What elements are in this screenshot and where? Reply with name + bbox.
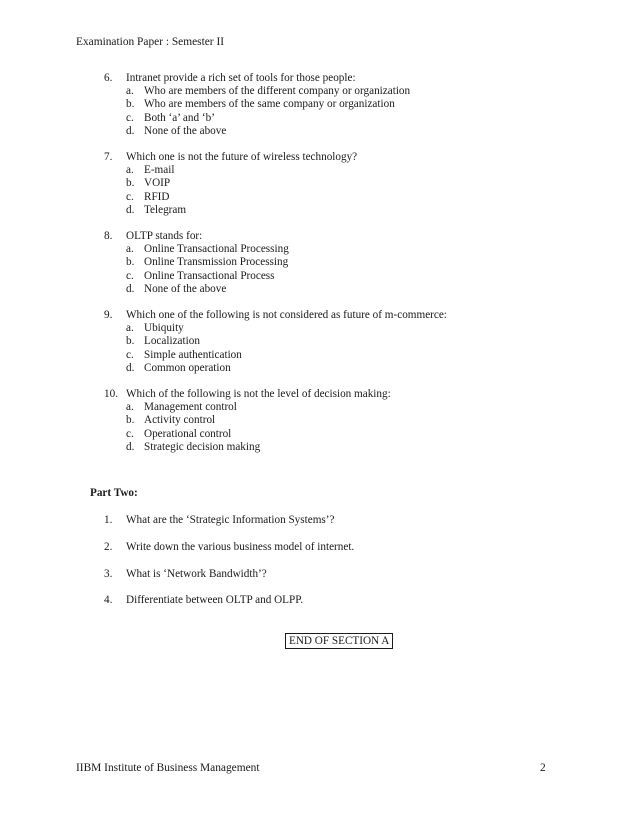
part-two-item: 1. What are the ‘Strategic Information Systems’? <box>104 514 335 526</box>
question-text: Which of the following is not the level of decision making: <box>126 388 391 401</box>
footer-institute: IIBM Institute of Business Management <box>76 762 260 774</box>
part-two-heading: Part Two: <box>90 487 138 499</box>
part-two-item: 2. Write down the various business model of internet. <box>104 541 355 553</box>
question-text: Intranet provide a rich set of tools for those people: <box>126 72 356 84</box>
question-number: 8. <box>104 230 113 243</box>
option-a: a. E-mail <box>126 164 175 177</box>
option-c: c. Both ‘a’ and ‘b’ <box>126 111 215 124</box>
option-d: d. Telegram <box>126 203 187 216</box>
option-c: c. RFID <box>126 190 170 203</box>
option-a: a. Who are members of the different company or organization <box>126 85 411 98</box>
part-two-list <box>104 514 584 621</box>
option-b: b. Localization <box>126 335 200 348</box>
option-a: a. Ubiquity <box>126 322 184 335</box>
end-of-section-box: END OF SECTION A <box>285 633 393 649</box>
option-b: b. Who are members of the same company or organization <box>126 98 395 111</box>
question-6 <box>104 72 584 138</box>
option-d: d. Common operation <box>126 361 231 374</box>
option-d: d. None of the above <box>126 282 227 295</box>
question-number: 9. <box>104 309 113 322</box>
question-list <box>104 72 584 467</box>
part-two-item: 3. What is ‘Network Bandwidth’? <box>104 568 267 580</box>
question-text: Which one is not the future of wireless technology? <box>126 151 358 164</box>
option-c: c. Operational control <box>126 427 232 440</box>
option-c: c. Online Transactional Process <box>126 269 275 282</box>
question-text: OLTP stands for: <box>126 230 203 243</box>
question-number: 10. <box>104 388 118 401</box>
page-number: 2 <box>540 762 546 774</box>
option-a: a. Online Transactional Processing <box>126 243 289 256</box>
option-c: c. Simple authentication <box>126 348 242 361</box>
question-9 <box>104 309 584 375</box>
option-b: b. Online Transmission Processing <box>126 256 289 269</box>
option-b: b. Activity control <box>126 414 216 427</box>
question-8 <box>104 230 584 296</box>
option-d: d. None of the above <box>126 124 227 137</box>
option-a: a. Management control <box>126 401 237 414</box>
option-b: b. VOIP <box>126 177 171 190</box>
part-two-item: 4. Differentiate between OLTP and OLPP. <box>104 594 303 606</box>
question-7 <box>104 151 584 217</box>
question-number: 7. <box>104 151 113 164</box>
question-number: 6. <box>104 72 113 84</box>
page-header: Examination Paper : Semester II <box>76 36 225 48</box>
question-10 <box>104 388 584 454</box>
option-d: d. Strategic decision making <box>126 440 261 453</box>
question-text: Which one of the following is not considered as future of m-commerce: <box>126 309 447 322</box>
